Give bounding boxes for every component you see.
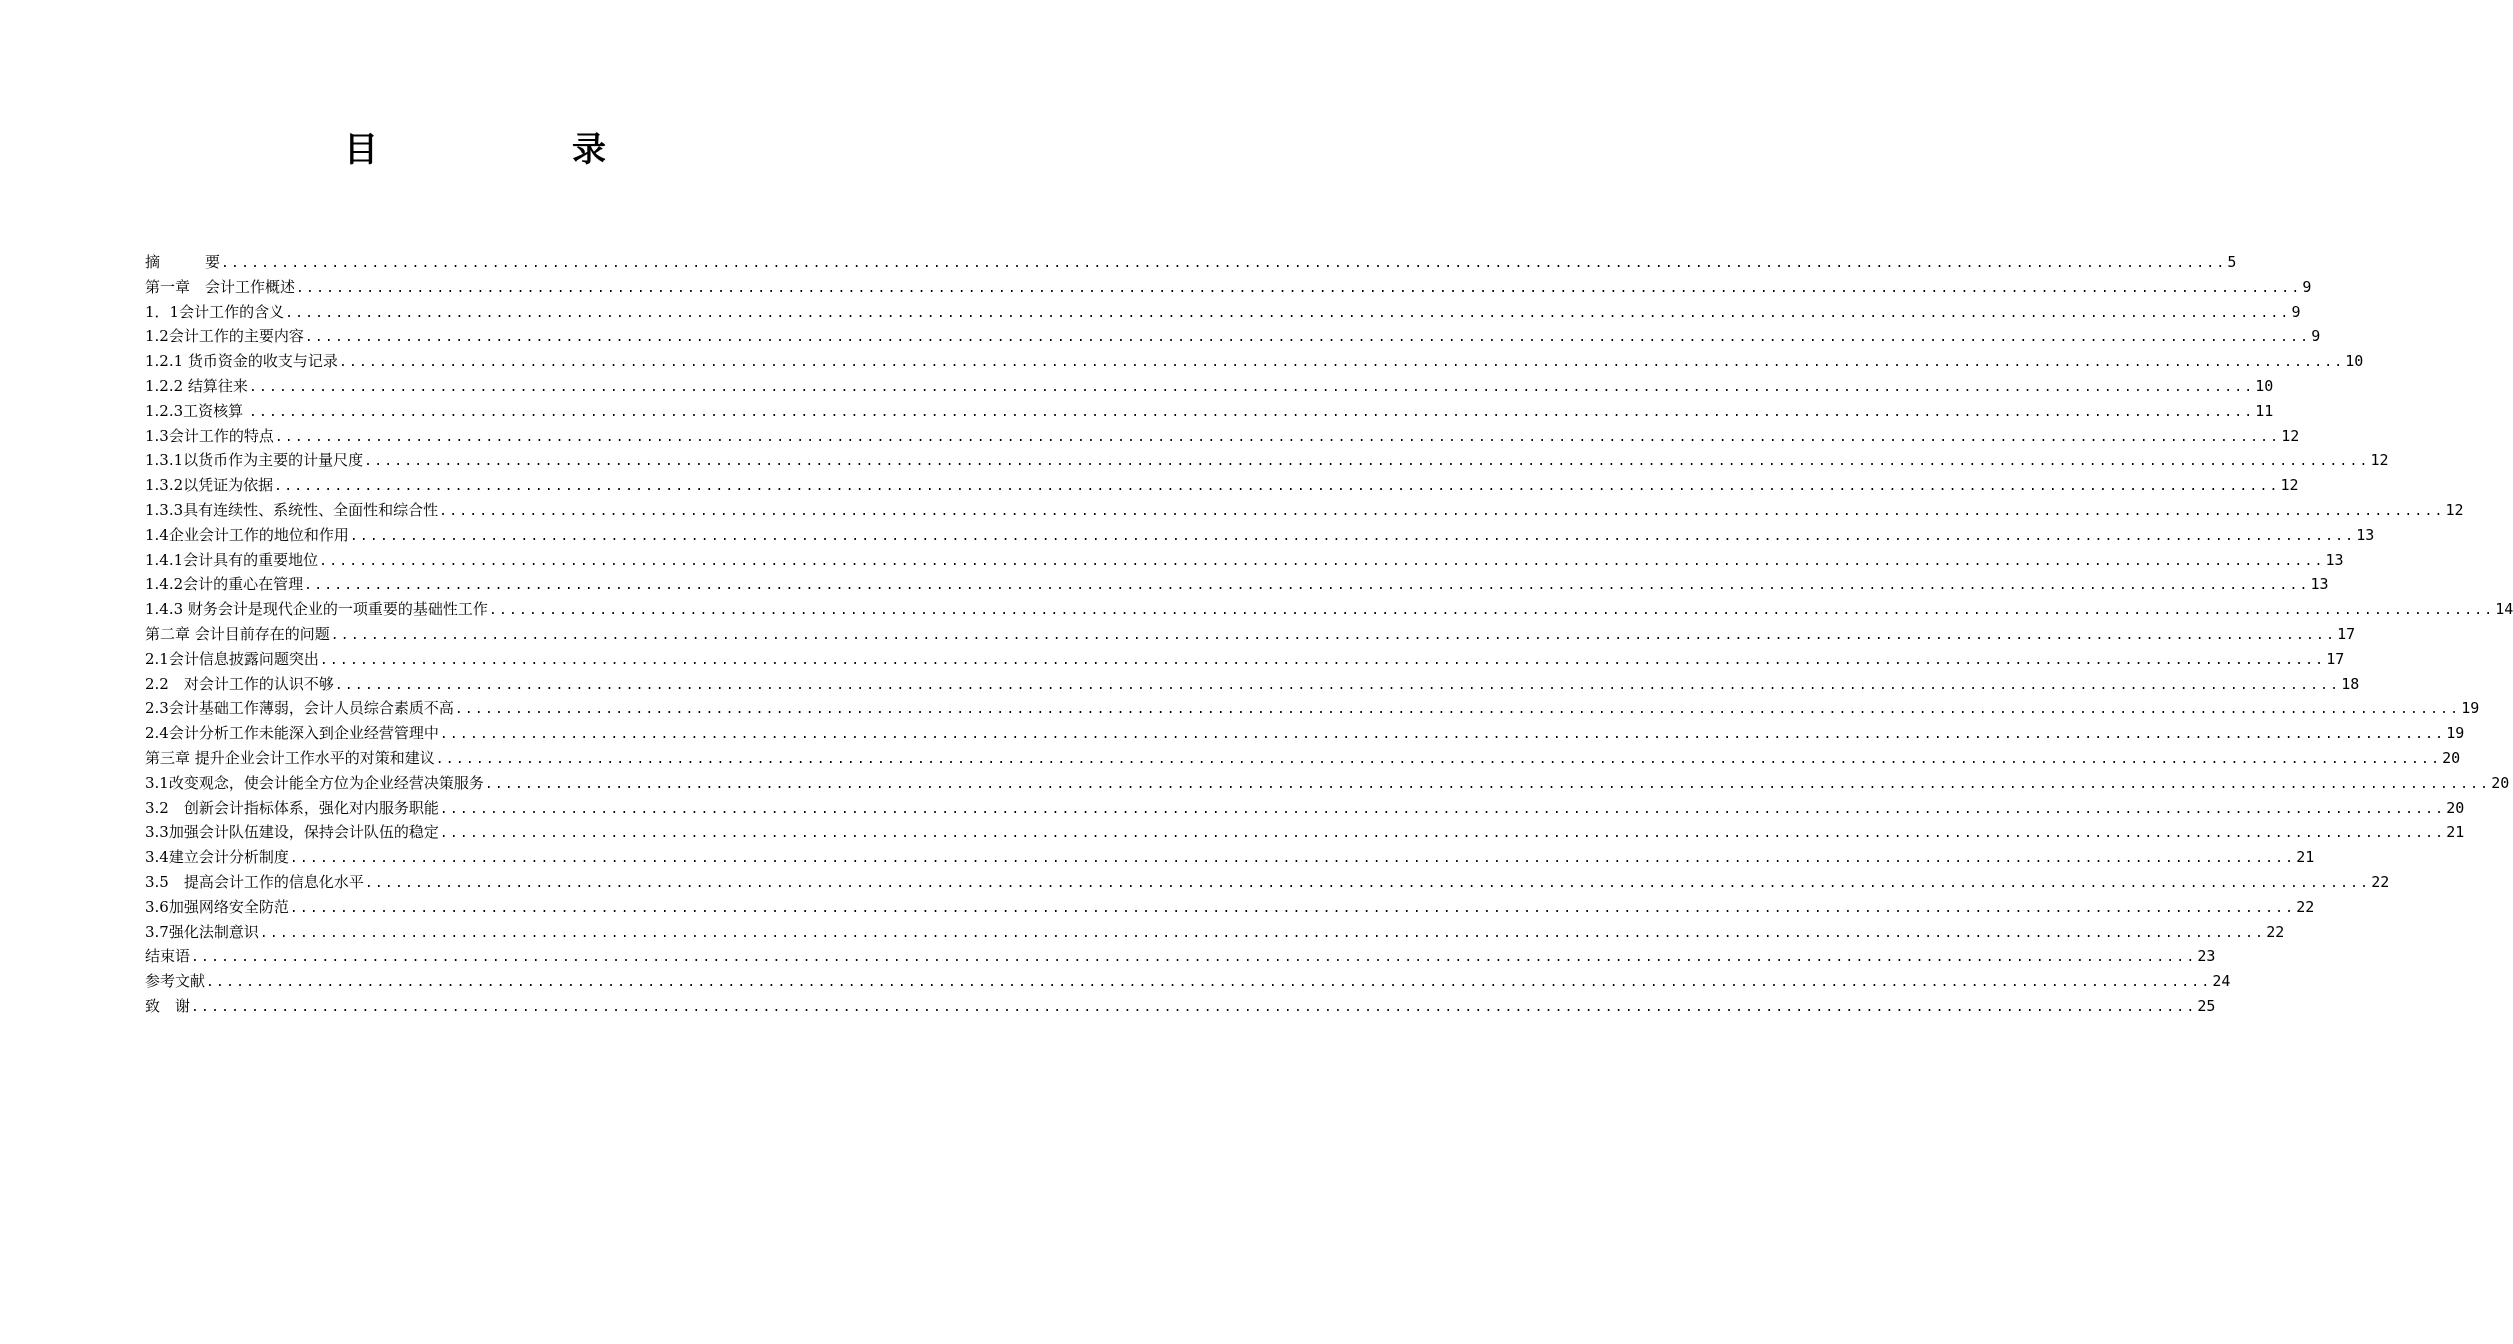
toc-entry-label: 参考文献 xyxy=(145,972,206,991)
toc-entry-page-number: 20 xyxy=(2446,798,2465,817)
toc-entry-label: 2.2 对会计工作的认识不够 xyxy=(145,674,334,693)
toc-dot-leader: ........................................................................................................................................................................................................ xyxy=(304,330,2311,346)
toc-entry-label: 2.1会计信息披露问题突出 xyxy=(145,649,319,668)
toc-entry[interactable] xyxy=(145,969,2231,994)
toc-entry-label: 1.4.3 财务会计是现代企业的一项重要的基础性工作 xyxy=(145,600,488,619)
toc-entry-label: 1.4.1会计具有的重要地位 xyxy=(145,550,319,569)
toc-dot-leader: ........................................................................................................................................................................................................ xyxy=(259,925,2266,941)
toc-entry-page-number: 23 xyxy=(2197,947,2216,966)
toc-entry-page-number: 12 xyxy=(2445,500,2464,519)
toc-dot-leader: ........................................................................................................................................................................................................ xyxy=(330,627,2337,643)
toc-entry[interactable] xyxy=(145,696,2480,721)
toc-entry-page-number: 9 xyxy=(2311,327,2321,346)
toc-entry[interactable] xyxy=(145,845,2315,870)
toc-entry-label: 1.2.1 货币资金的收支与记录 xyxy=(145,352,338,371)
toc-entry[interactable] xyxy=(145,250,2237,275)
toc-dot-leader: ........................................................................................................................................................................................................ xyxy=(364,875,2371,891)
toc-entry-label: 3.2 创新会计指标体系，强化对内服务职能 xyxy=(145,798,439,817)
toc-entry-page-number: 17 xyxy=(2326,649,2345,668)
toc-entry-page-number: 9 xyxy=(2302,277,2312,296)
toc-entry-page-number: 25 xyxy=(2197,996,2216,1015)
toc-entry-page-number: 18 xyxy=(2341,674,2360,693)
toc-entry[interactable] xyxy=(145,275,2312,300)
toc-entry[interactable] xyxy=(145,349,2364,374)
toc-entry-page-number: 12 xyxy=(2370,451,2389,470)
toc-entry-label: 第三章 提升企业会计工作水平的对策和建议 xyxy=(145,748,435,767)
toc-entry-page-number: 22 xyxy=(2371,872,2390,891)
toc-entry-page-number: 22 xyxy=(2266,922,2285,941)
toc-entry-page-number: 21 xyxy=(2446,823,2465,842)
toc-entry-page-number: 20 xyxy=(2442,748,2461,767)
toc-entry-label: 2.3会计基础工作薄弱，会计人员综合素质不高 xyxy=(145,699,454,718)
toc-dot-leader: ........................................................................................................................................................................................................ xyxy=(206,975,2212,991)
toc-entry-label: 第二章 会计目前存在的问题 xyxy=(145,624,330,643)
toc-entry-label: 1.3.1以货币作为主要的计量尺度 xyxy=(145,451,364,470)
toc-entry-label: 1.2会计工作的主要内容 xyxy=(145,327,304,346)
toc-entry[interactable] xyxy=(145,895,2315,920)
toc-dot-leader: ........................................................................................................................................................................................................ xyxy=(248,404,2255,420)
toc-entry-label: 1．1会计工作的含义 xyxy=(145,302,285,321)
toc-entry[interactable] xyxy=(145,548,2344,573)
toc-dot-leader: ........................................................................................................................................................................................................ xyxy=(191,950,2197,966)
toc-entry-page-number: 19 xyxy=(2446,724,2465,743)
toc-entry-label: 结束语 xyxy=(145,947,191,966)
toc-entry-page-number: 20 xyxy=(2491,773,2510,792)
toc-dot-leader: ........................................................................................................................................................................................................ xyxy=(221,256,2227,271)
toc-entry-label: 1.3.2以凭证为依据 xyxy=(145,476,274,495)
toc-dot-leader: ........................................................................................................................................................................................................ xyxy=(439,727,2446,743)
toc-entry-label: 第一章 会计工作概述 xyxy=(145,277,296,296)
toc-entry[interactable] xyxy=(145,424,2300,449)
toc-entry[interactable] xyxy=(145,622,2356,647)
toc-entry[interactable] xyxy=(145,324,2321,349)
toc-dot-leader: ........................................................................................................................................................................................................ xyxy=(274,429,2281,445)
toc-dot-leader: ........................................................................................................................................................................................................ xyxy=(274,479,2280,495)
toc-entry[interactable] xyxy=(145,870,2390,895)
toc-entry-page-number: 22 xyxy=(2296,897,2315,916)
toc-dot-leader: ........................................................................................................................................................................................................ xyxy=(454,702,2461,718)
toc-entry-label: 摘 要 xyxy=(145,253,221,271)
toc-entry-page-number: 10 xyxy=(2345,352,2364,371)
toc-title: 目 录 xyxy=(344,130,686,170)
toc-entry[interactable] xyxy=(145,920,2285,945)
toc-entry-page-number: 10 xyxy=(2255,376,2274,395)
toc-dot-leader: ........................................................................................................................................................................................................ xyxy=(349,528,2356,544)
toc-entry-page-number: 17 xyxy=(2337,624,2356,643)
toc-entry[interactable] xyxy=(145,721,2465,746)
toc-dot-leader: ........................................................................................................................................................................................................ xyxy=(319,652,2326,668)
toc-entry-page-number: 19 xyxy=(2461,699,2480,718)
toc-entry-page-number: 13 xyxy=(2310,575,2329,594)
toc-entry[interactable] xyxy=(145,672,2360,697)
toc-entry-label: 3.5 提高会计工作的信息化水平 xyxy=(145,872,364,891)
toc-dot-leader: ........................................................................................................................................................................................................ xyxy=(191,999,2197,1015)
toc-entry-label: 3.3加强会计队伍建设，保持会计队伍的稳定 xyxy=(145,823,439,842)
toc-entry-label: 1.4企业会计工作的地位和作用 xyxy=(145,525,349,544)
toc-entry[interactable] xyxy=(145,448,2389,473)
toc-entry-page-number: 12 xyxy=(2281,426,2300,445)
toc-entry-page-number: 14 xyxy=(2495,600,2513,619)
toc-dot-leader: ........................................................................................................................................................................................................ xyxy=(435,751,2442,767)
toc-entry-label: 1.3.3具有连续性、系统性、全面性和综合性 xyxy=(145,500,439,519)
toc-dot-leader: ........................................................................................................................................................................................................ xyxy=(484,776,2491,792)
toc-dot-leader: ........................................................................................................................................................................................................ xyxy=(289,900,2296,916)
toc-entry[interactable] xyxy=(145,746,2461,771)
toc-entry-page-number: 11 xyxy=(2255,401,2274,420)
toc-entry-label: 3.6加强网络安全防范 xyxy=(145,897,289,916)
toc-entry-label: 3.1改变观念，使会计能全方位为企业经营决策服务 xyxy=(145,773,484,792)
toc-entry[interactable] xyxy=(145,498,2464,523)
toc-entry-page-number: 21 xyxy=(2296,848,2315,867)
toc-entry[interactable] xyxy=(145,771,2510,796)
toc-dot-leader: ........................................................................................................................................................................................................ xyxy=(304,578,2310,594)
toc-entry-page-number: 24 xyxy=(2212,972,2231,991)
toc-entry-page-number: 13 xyxy=(2356,525,2375,544)
toc-entry[interactable] xyxy=(145,572,2329,597)
toc-entry-label: 1.3会计工作的特点 xyxy=(145,426,274,445)
toc-entry[interactable] xyxy=(145,994,2216,1019)
toc-dot-leader: ........................................................................................................................................................................................................ xyxy=(364,454,2370,470)
toc-entry[interactable] xyxy=(145,473,2299,498)
toc-dot-leader: ........................................................................................................................................................................................................ xyxy=(319,553,2325,569)
toc-dot-leader: ........................................................................................................................................................................................................ xyxy=(439,801,2446,817)
toc-entry[interactable] xyxy=(145,820,2465,845)
toc-entry-page-number: 12 xyxy=(2280,476,2299,495)
toc-entry-label: 1.2.3工资核算 xyxy=(145,401,248,420)
toc-dot-leader: ........................................................................................................................................................................................................ xyxy=(289,851,2296,867)
toc-dot-leader: ........................................................................................................................................................................................................ xyxy=(338,355,2345,371)
toc-entry-label: 3.4建立会计分析制度 xyxy=(145,848,289,867)
toc-entry[interactable] xyxy=(145,300,2301,325)
table-of-contents xyxy=(145,250,2513,1019)
toc-entry-label: 2.4会计分析工作未能深入到企业经营管理中 xyxy=(145,724,439,743)
toc-dot-leader: ........................................................................................................................................................................................................ xyxy=(334,677,2341,693)
toc-entry[interactable] xyxy=(145,796,2465,821)
toc-dot-leader: ........................................................................................................................................................................................................ xyxy=(439,826,2446,842)
toc-entry[interactable] xyxy=(145,523,2375,548)
toc-entry[interactable] xyxy=(145,944,2216,969)
toc-entry[interactable] xyxy=(145,597,2513,622)
toc-dot-leader: ........................................................................................................................................................................................................ xyxy=(296,280,2302,296)
toc-entry-label: 致 谢 xyxy=(145,996,191,1015)
toc-entry-label: 1.2.2 结算往来 xyxy=(145,376,248,395)
toc-dot-leader: ........................................................................................................................................................................................................ xyxy=(285,305,2291,321)
toc-entry-page-number: 9 xyxy=(2291,302,2301,321)
toc-entry[interactable] xyxy=(145,399,2274,424)
toc-entry-page-number: 5 xyxy=(2227,253,2237,271)
toc-dot-leader: ........................................................................................................................................................................................................ xyxy=(488,603,2495,619)
toc-dot-leader: ........................................................................................................................................................................................................ xyxy=(439,503,2445,519)
toc-entry[interactable] xyxy=(145,647,2345,672)
toc-entry[interactable] xyxy=(145,374,2274,399)
toc-entry-label: 3.7强化法制意识 xyxy=(145,922,259,941)
toc-entry-page-number: 13 xyxy=(2325,550,2344,569)
toc-entry-label: 1.4.2会计的重心在管理 xyxy=(145,575,304,594)
toc-dot-leader: ........................................................................................................................................................................................................ xyxy=(248,379,2255,395)
